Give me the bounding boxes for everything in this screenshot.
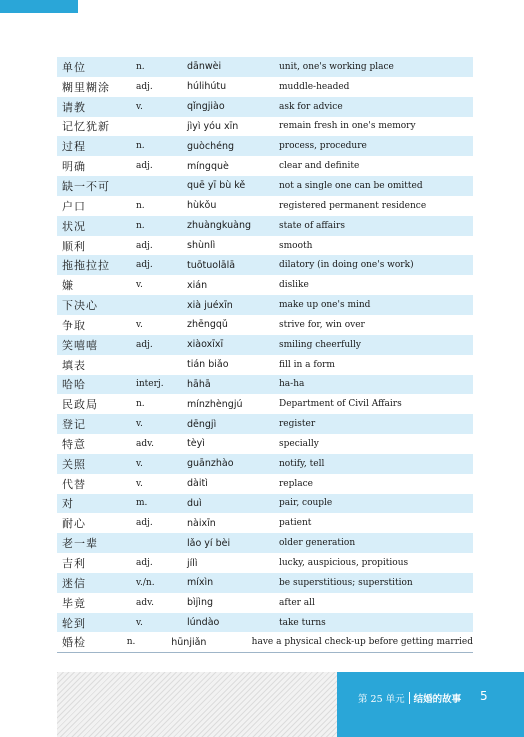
vocab-pos: v. [136, 419, 143, 430]
vocab-pos: adj. [136, 240, 153, 251]
vocab-english: process, procedure [279, 141, 367, 152]
vocab-english: be superstitious; superstition [279, 577, 413, 588]
vocab-english: ha-ha [279, 379, 305, 390]
vocab-row [57, 573, 473, 593]
vocab-english: clear and definite [279, 161, 360, 172]
vocab-pos: n. [136, 61, 145, 72]
vocab-pinyin: míxìn [187, 577, 214, 589]
vocab-row [57, 117, 473, 137]
vocab-word: 明确 [62, 160, 86, 174]
vocab-english: dilatory (in doing one's work) [279, 260, 414, 271]
vocab-english: remain fresh in one's memory [279, 121, 416, 132]
vocab-pos: n. [136, 200, 145, 211]
vocab-pinyin: dānwèi [187, 61, 222, 73]
vocab-english: Department of Civil Affairs [279, 399, 402, 410]
vocab-row [57, 593, 473, 613]
vocab-word: 顺利 [62, 239, 86, 253]
vocab-pinyin: jìyì yóu xīn [187, 120, 239, 132]
vocab-english: ask for advice [279, 101, 343, 112]
vocab-english: patient [279, 518, 312, 529]
footer-hatch-pattern [57, 672, 337, 737]
vocab-row [57, 513, 473, 533]
vocab-english: fill in a form [279, 359, 335, 370]
vocab-row [57, 295, 473, 315]
footer-separator [409, 692, 410, 704]
vocab-pinyin: zhēngqǔ [187, 319, 228, 331]
vocab-english: smooth [279, 240, 313, 251]
vocab-word: 拖拖拉拉 [62, 259, 110, 273]
vocab-english: notify, tell [279, 458, 325, 469]
vocab-english: unit, one's working place [279, 61, 394, 72]
vocab-row [57, 176, 473, 196]
vocab-row [57, 474, 473, 494]
vocab-pinyin: quē yī bù kě [187, 180, 246, 192]
vocab-word: 吉利 [62, 557, 86, 571]
vocab-pinyin: bìjìng [187, 597, 213, 609]
vocab-pos: v. [136, 458, 143, 469]
vocab-row [57, 255, 473, 275]
vocab-word: 争取 [62, 318, 86, 332]
vocab-word: 对 [62, 497, 74, 511]
vocab-pinyin: lúndào [187, 617, 220, 629]
vocab-row [57, 454, 473, 474]
vocab-english: specially [279, 438, 319, 449]
vocab-pos: n. [136, 399, 145, 410]
vocab-row [57, 216, 473, 236]
vocab-word: 请教 [62, 100, 86, 114]
vocab-pinyin: guòchéng [187, 140, 235, 152]
vocab-pos: adv. [136, 438, 155, 449]
vocab-english: strive for, win over [279, 319, 365, 330]
vocab-word: 记忆犹新 [62, 120, 110, 134]
vocab-english: state of affairs [279, 220, 345, 231]
vocab-word: 缺一不可 [62, 179, 110, 193]
vocab-pinyin: tián biǎo [187, 359, 229, 371]
vocab-row [57, 553, 473, 573]
vocab-english: dislike [279, 280, 309, 291]
footer-unit-label [358, 691, 461, 705]
vocab-pinyin: nàixīn [187, 517, 216, 529]
vocab-word: 关照 [62, 457, 86, 471]
vocab-pos: adj. [136, 518, 153, 529]
vocab-word: 笑嘻嘻 [62, 338, 98, 352]
vocab-pinyin: tuōtuolālā [187, 259, 236, 271]
vocab-pos: adj. [136, 161, 153, 172]
vocab-word: 登记 [62, 418, 86, 432]
vocab-row [57, 355, 473, 375]
vocab-row [57, 156, 473, 176]
vocab-english: take turns [279, 617, 326, 628]
vocab-pos: v. [136, 319, 143, 330]
vocab-pos: n. [136, 141, 145, 152]
vocab-pinyin: xià juéxīn [187, 299, 233, 311]
vocab-row [57, 394, 473, 414]
vocab-pinyin: mínzhèngjú [187, 398, 243, 410]
vocab-word: 户口 [62, 199, 86, 213]
vocab-pos: n. [126, 637, 136, 648]
vocab-english: pair, couple [279, 498, 333, 509]
vocab-row [57, 77, 473, 97]
vocab-row [57, 275, 473, 295]
vocab-pinyin: zhuàngkuàng [187, 220, 252, 232]
vocab-row [57, 613, 473, 633]
vocab-word: 状况 [62, 219, 86, 233]
vocab-pos: v./n. [136, 577, 155, 588]
vocab-word: 哈哈 [62, 378, 86, 392]
vocab-pinyin: jílì [187, 557, 198, 569]
vocab-row [57, 196, 473, 216]
vocab-pos: v. [136, 617, 143, 628]
vocab-word: 填表 [62, 358, 86, 372]
vocab-pinyin: xiàoxīxī [187, 339, 224, 351]
vocab-pos: v. [136, 101, 143, 112]
vocab-pinyin: guānzhào [187, 458, 234, 470]
vocab-word: 代替 [62, 477, 86, 491]
vocab-pos: adv. [136, 597, 155, 608]
vocab-pinyin: lǎo yí bèi [187, 537, 231, 549]
vocab-pos: n. [136, 220, 145, 231]
vocab-word: 糊里糊涂 [62, 80, 110, 94]
unit-number: 第 25 单元 [358, 694, 405, 705]
vocab-pos: adj. [136, 339, 153, 350]
vocab-word: 民政局 [62, 398, 98, 412]
vocab-row [57, 97, 473, 117]
vocab-pinyin: hūnjiǎn [171, 636, 207, 648]
vocab-row [57, 632, 473, 653]
vocab-english: older generation [279, 538, 356, 549]
vocab-pinyin: míngquè [187, 160, 229, 172]
vocab-pinyin: hāhā [187, 378, 211, 390]
vocab-pinyin: qǐngjiào [187, 101, 225, 113]
vocab-pos: v. [136, 280, 143, 291]
vocab-pos: adj. [136, 558, 153, 569]
vocab-english: not a single one can be omitted [279, 180, 423, 191]
vocab-word: 迷信 [62, 576, 86, 590]
page-number: 5 [480, 689, 488, 703]
vocab-pinyin: tèyì [187, 438, 205, 450]
vocab-english: have a physical check-up before getting married [251, 637, 473, 648]
vocab-word: 轮到 [62, 616, 86, 630]
vocab-row [57, 57, 473, 77]
vocab-pinyin: dēngjì [187, 418, 217, 430]
vocab-row [57, 335, 473, 355]
vocab-word: 下决心 [62, 299, 98, 313]
vocab-english: make up one's mind [279, 300, 371, 311]
vocab-english: registered permanent residence [279, 200, 427, 211]
vocabulary-table [57, 57, 473, 653]
vocab-word: 嫌 [62, 279, 74, 293]
vocab-english: muddle-headed [279, 81, 350, 92]
vocab-english: smiling cheerfully [279, 339, 361, 350]
vocab-row [57, 315, 473, 335]
vocab-pos: v. [136, 478, 143, 489]
vocab-english: after all [279, 597, 315, 608]
vocab-word: 老一辈 [62, 537, 98, 551]
vocab-english: register [279, 419, 316, 430]
vocab-pos: interj. [136, 379, 164, 390]
vocab-pinyin: dàitì [187, 478, 208, 490]
vocab-row [57, 533, 473, 553]
vocab-pinyin: xián [187, 279, 208, 291]
vocab-row [57, 494, 473, 514]
vocab-pinyin: duì [187, 497, 202, 509]
vocab-word: 过程 [62, 140, 86, 154]
vocab-word: 婚检 [62, 636, 86, 650]
vocab-word: 单位 [62, 60, 86, 74]
vocab-pinyin: hùkǒu [187, 200, 217, 212]
vocab-row [57, 414, 473, 434]
vocab-pos: adj. [136, 81, 153, 92]
vocab-pinyin: shùnlì [187, 240, 216, 252]
vocab-word: 特意 [62, 437, 86, 451]
vocab-word: 耐心 [62, 517, 86, 531]
top-accent-tab [0, 0, 78, 13]
vocab-pinyin: húlihútu [187, 81, 227, 93]
vocab-row [57, 136, 473, 156]
vocab-pos: adj. [136, 260, 153, 271]
vocab-row [57, 375, 473, 395]
unit-title: 结婚的故事 [413, 694, 462, 705]
vocab-english: replace [279, 478, 314, 489]
vocab-english: lucky, auspicious, propitious [279, 558, 409, 569]
vocab-word: 毕竟 [62, 596, 86, 610]
vocab-row [57, 434, 473, 454]
vocab-row [57, 236, 473, 256]
vocab-pos: m. [136, 498, 148, 509]
